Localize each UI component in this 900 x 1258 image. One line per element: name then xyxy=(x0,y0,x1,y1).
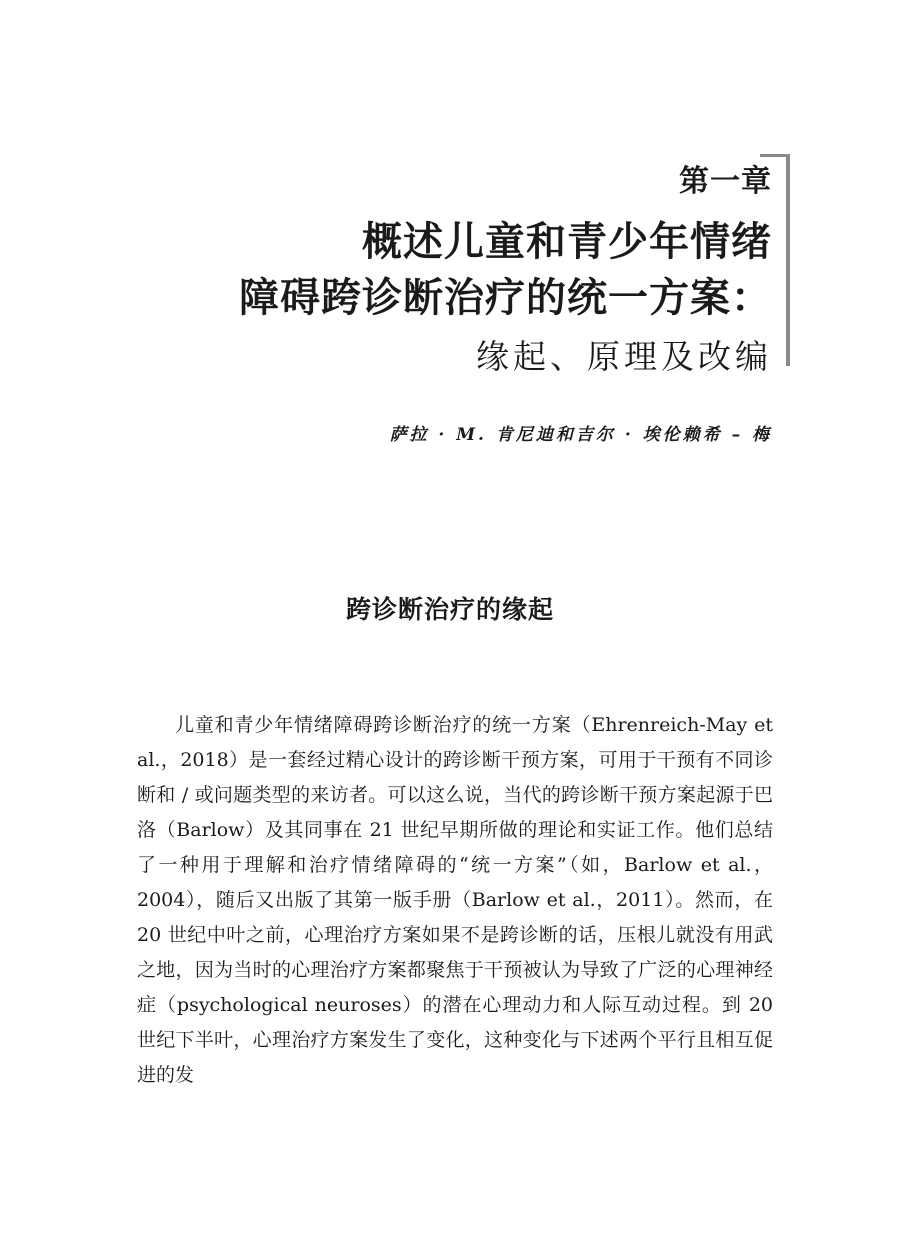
chapter-subtitle: 缘起、原理及改编 xyxy=(476,337,772,376)
section-heading: 跨诊断治疗的缘起 xyxy=(345,595,554,624)
chapter-title-line2: 障碍跨诊断治疗的统一方案： xyxy=(239,275,772,321)
chapter-header xyxy=(172,160,772,382)
chapter-label: 第一章 xyxy=(679,164,772,199)
chapter-title-line1: 概述儿童和青少年情绪 xyxy=(362,219,772,265)
chapter-title xyxy=(172,214,772,326)
body-paragraph: 儿童和青少年情绪障碍跨诊断治疗的统一方案（Ehrenreich-May et al.，2018）是一套经过精心设计的跨诊断干预方案，可用于干预有不同诊断和 / 或问题类型的来访者。可以这么说，当代的跨诊断干预方案起源于巴洛（Barlow）及其同事在 21 世纪早期所做的理论和实证工作。他们总结了一种用于理解和治疗情绪障碍的“统一方案”（如，Barlow et al.，2004），随后又出版了其第一版手册（Barlow et al.，2011）。然而，在 20 世纪中叶之前，心理治疗方案如果不是跨诊断的话，压根儿就没有用武之地，因为当时的心理治疗方案都聚焦于干预被认为导致了广泛的心理神经症（psychological neuroses）的潜在心理动力和人际互动过程。到 20 世纪下半叶，心理治疗方案发生了变化，这种变化与下述两个平行且相互促进的发 xyxy=(137,714,773,1086)
chapter-bracket-bar xyxy=(786,154,790,366)
chapter-authors: 萨拉 · M. 肯尼迪和吉尔 · 埃伦赖希 – 梅 xyxy=(389,425,772,445)
